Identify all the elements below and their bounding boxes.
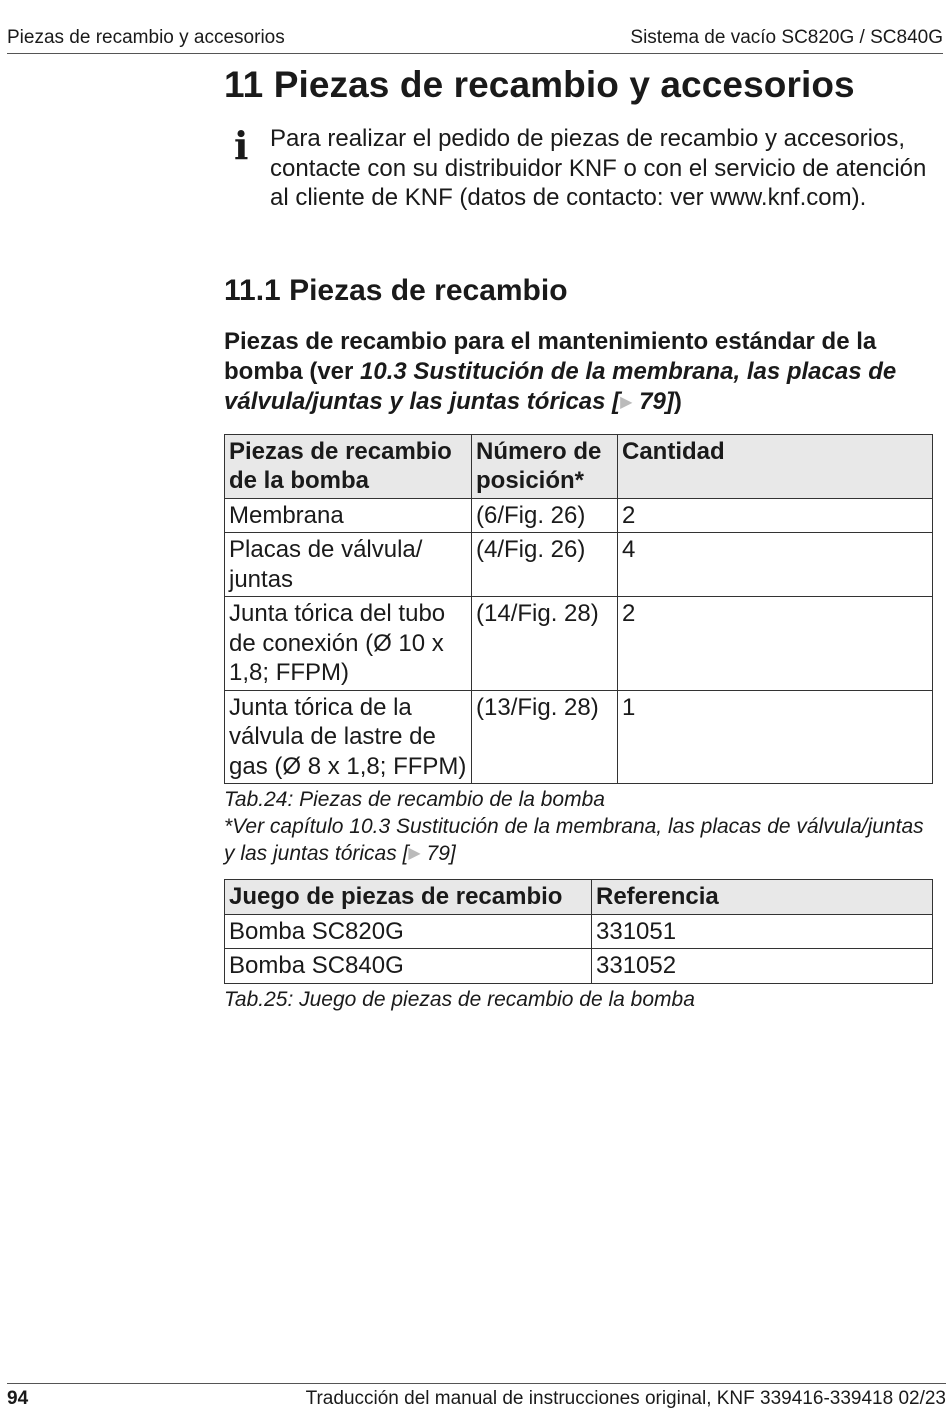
cell-quantity: 1 xyxy=(618,690,933,784)
column-header-quantity: Cantidad xyxy=(618,434,933,498)
table-header-row xyxy=(225,434,933,498)
table-header-row xyxy=(225,880,933,915)
cell-quantity: 2 xyxy=(618,498,933,533)
cell-position: (4/Fig. 26) xyxy=(472,533,618,597)
lead-prefix: Piezas de recambio para el mantenimiento estándar de la bomba (ver xyxy=(224,327,877,385)
cell-reference: 331051 xyxy=(592,914,933,949)
lead-suffix: ) xyxy=(673,387,682,415)
column-header-parts: Piezas de recambio de la bomba xyxy=(225,434,472,498)
footnote-text: *Ver capítulo 10.3 Sustitución de la membrana, las placas de válvula/juntas y las juntas tóricas [ xyxy=(224,815,924,865)
cell-quantity: 4 xyxy=(618,533,933,597)
column-header-kit: Juego de piezas de recambio xyxy=(225,880,592,915)
page-content xyxy=(224,62,933,1013)
page-arrow-icon: ▶ xyxy=(620,393,633,411)
header-product: Sistema de vacío SC820G / SC840G xyxy=(630,27,943,48)
lead-reference-page: 79] xyxy=(632,387,674,415)
cell-kit: Bomba SC820G xyxy=(225,914,592,949)
cell-reference: 331052 xyxy=(592,949,933,984)
table-row xyxy=(225,597,933,691)
table-row xyxy=(225,914,933,949)
page-footer xyxy=(7,1383,946,1408)
cell-part: Junta tórica del tubo de conexión (Ø 10 x 1,8; FFPM) xyxy=(225,597,472,691)
column-header-position: Número de posición* xyxy=(472,434,618,498)
table-25-caption: Tab.25: Juego de piezas de recambio de la bomba xyxy=(224,987,695,1011)
spare-parts-kit-table xyxy=(224,879,933,984)
table-row xyxy=(225,498,933,533)
column-header-reference: Referencia xyxy=(592,880,933,915)
chapter-title: 11 Piezas de recambio y accesorios xyxy=(224,64,855,105)
cell-position: (6/Fig. 26) xyxy=(472,498,618,533)
page-arrow-icon: ▶ xyxy=(408,845,421,862)
cell-quantity: 2 xyxy=(618,597,933,691)
section-title: 11.1 Piezas de recambio xyxy=(224,273,568,307)
footnote-page: 79] xyxy=(420,842,456,865)
info-note-text: Para realizar el pedido de piezas de recambio y accesorios, contacte con su distribuidor KNF o con el servicio de atención al cliente de KNF (datos de contacto: ver www.knf.com). xyxy=(270,125,927,211)
cell-part: Placas de válvula/ juntas xyxy=(225,533,472,597)
cell-part: Junta tórica de la válvula de lastre de gas (Ø 8 x 1,8; FFPM) xyxy=(225,690,472,784)
table-row xyxy=(225,690,933,784)
table-24-caption: Tab.24: Piezas de recambio de la bomba xyxy=(224,788,605,811)
page-header xyxy=(7,27,943,54)
section-lead xyxy=(224,327,933,418)
table-row xyxy=(225,949,933,984)
info-icon: i xyxy=(234,123,249,168)
page-number: 94 xyxy=(7,1388,29,1409)
header-chapter: Piezas de recambio y accesorios xyxy=(7,27,285,48)
cell-part: Membrana xyxy=(225,498,472,533)
footer-text: Traducción del manual de instrucciones original, KNF 339416-339418 02/23 xyxy=(305,1388,946,1409)
table-row xyxy=(225,533,933,597)
spare-parts-table xyxy=(224,434,933,785)
cell-position: (14/Fig. 28) xyxy=(472,597,618,691)
cell-kit: Bomba SC840G xyxy=(225,949,592,984)
cell-position: (13/Fig. 28) xyxy=(472,690,618,784)
info-note xyxy=(224,124,933,213)
lead-reference-text: 10.3 Sustitución de la membrana, las placas de válvula/juntas y las juntas tóricas [ xyxy=(224,357,897,415)
table-24-footnote xyxy=(224,813,933,867)
